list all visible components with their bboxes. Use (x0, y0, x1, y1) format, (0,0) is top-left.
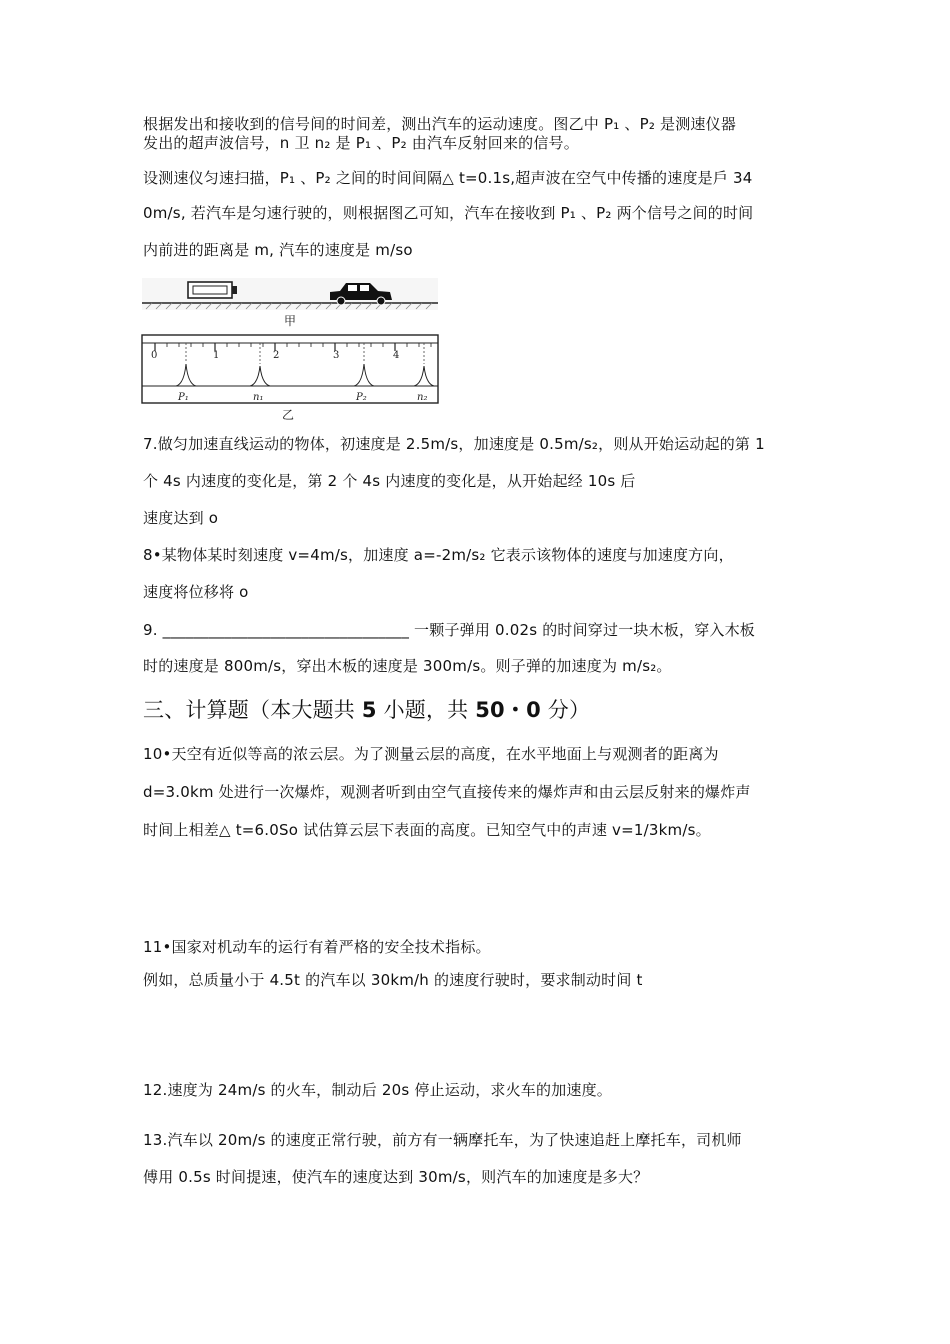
question-13-line: 傅用 0.5s 时间提速，使汽车的速度达到 30m/s，则汽车的加速度是多大？ (143, 1168, 649, 1186)
paragraph-line: 0m/s, 若汽车是匀速行驶的，则根据图乙可知，汽车在接收到 P₁ 、P₂ 两个信号之间的时间 (143, 204, 754, 222)
paragraph-line: 根据发出和接收到的信号间的时间差，测出汽车的运动速度。图乙中 P₁ 、P₂ 是测速仪器 (143, 115, 737, 133)
question-11-line: 11•国家对机动车的运行有着严格的安全技术指标。 (143, 938, 491, 956)
peak-label: P₂ (356, 392, 367, 403)
paragraph-line: 设测速仪匀速扫描，P₁ 、P₂ 之间的时间间隔△ t=0.1s,超声波在空气中传播的速度是戶 34 (143, 169, 753, 187)
question-13-line: 13.汽车以 20m/s 的速度正常行驶，前方有一辆摩托车，为了快速追赶上摩托车，司机师 (143, 1131, 742, 1149)
scale-number: 3 (333, 350, 340, 361)
question-9-line: 时的速度是 800m/s，穿出木板的速度是 300m/s。则子弹的加速度为 m/s₂。 (143, 657, 672, 675)
paragraph-line: 发出的超声波信号，n 卫 n₂ 是 P₁ 、P₂ 由汽车反射回来的信号。 (143, 134, 579, 152)
scale-number: 4 (393, 350, 400, 361)
figure-label-jia: 甲 (283, 314, 297, 328)
question-7-line: 速度达到 o (143, 509, 219, 527)
figure-label-yi: 乙 (281, 408, 295, 422)
question-7-line: 7.做匀加速直线运动的物体，初速度是 2.5m/s，加速度是 0.5m/s₂，则从开始运动起的第 1 (143, 435, 765, 453)
scale-number: 2 (273, 350, 280, 361)
signal-guides (186, 343, 424, 364)
question-9-line: 9. ________________________________ 一颗子弹用 0.02s 的时间穿过一块木板，穿入木板 (143, 621, 755, 639)
scale-ticks (155, 343, 431, 351)
scale-number: 1 (213, 350, 220, 361)
scale-number: 0 (151, 350, 158, 361)
section-heading: 三、计算题（本大题共 5 小题，共 50・0 分） (143, 698, 591, 722)
speed-meter-figure (140, 276, 440, 424)
speed-meter-device (188, 282, 237, 298)
question-10-line: d=3.0km 处进行一次爆炸，观测者听到由空气直接传来的爆炸声和由云层反射来的爆炸声 (143, 783, 751, 801)
question-8-line: 速度将位移将 o (143, 583, 249, 601)
question-7-line: 个 4s 内速度的变化是，第 2 个 4s 内速度的变化是，从开始起经 10s 后 (143, 472, 636, 490)
paragraph-line: 内前进的距离是 m, 汽车的速度是 m/so (143, 241, 413, 259)
peak-label: n₂ (417, 392, 428, 403)
question-10-line: 时间上相差△ t=6.0So 试估算云层下表面的高度。已知空气中的声速 v=1/3km/s。 (143, 821, 711, 839)
question-10-line: 10•天空有近似等高的浓云层。为了测量云层的高度，在水平地面上与观测者的距离为 (143, 745, 719, 763)
peak-label: n₁ (253, 392, 264, 403)
peak-label: P₁ (178, 392, 189, 403)
question-11-line: 例如，总质量小于 4.5t 的汽车以 30km/h 的速度行驶时，要求制动时间 t (143, 971, 643, 989)
question-12-line: 12.速度为 24m/s 的火车，制动后 20s 停止运动，求火车的加速度。 (143, 1081, 612, 1099)
signal-peaks (176, 364, 434, 386)
question-8-line: 8•某物体某时刻速度 v=4m/s，加速度 a=-2m/s₂ 它表示该物体的速度与加速度方向， (143, 546, 734, 564)
